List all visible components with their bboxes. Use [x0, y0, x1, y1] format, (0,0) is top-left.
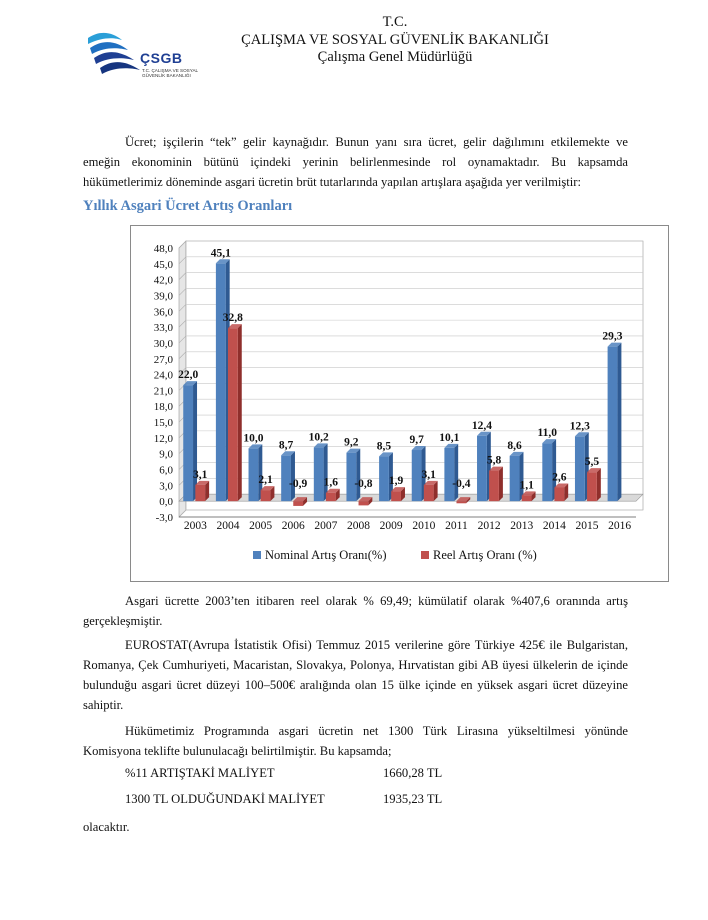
nominal-data-label: 12,4 — [471, 419, 492, 432]
x-tick-label: 2015 — [575, 520, 599, 532]
nominal-data-label: 29,3 — [602, 330, 623, 343]
legend-swatch-reel — [421, 551, 429, 559]
reel-bar-side — [499, 467, 503, 502]
nominal-bar-side — [519, 452, 523, 501]
reel-data-label: 2,6 — [552, 471, 567, 484]
nominal-data-label: 10,1 — [439, 431, 460, 444]
reel-data-label: 2,1 — [258, 474, 273, 487]
nominal-bar-side — [291, 451, 295, 501]
cost-value-11-percent: 1660,28 TL — [383, 766, 443, 780]
nominal-data-label: 8,5 — [376, 440, 392, 453]
nominal-bar-side — [193, 381, 197, 501]
reel-bar — [195, 485, 205, 501]
nominal-data-label: 12,3 — [569, 420, 590, 433]
chart-frame — [130, 225, 669, 582]
reel-data-label: -0,8 — [354, 478, 373, 491]
nominal-data-label: 8,7 — [278, 439, 294, 452]
y-tick-label: 12,0 — [153, 432, 173, 445]
nominal-bar — [575, 436, 585, 501]
nominal-bar — [444, 448, 454, 501]
nominal-data-label: 9,7 — [409, 434, 424, 447]
legend-label-reel: Reel Artış Oranı (%) — [433, 548, 537, 562]
reel-data-label: -0,9 — [289, 478, 308, 491]
nominal-bar — [183, 385, 193, 501]
x-tick-label: 2013 — [510, 520, 534, 532]
logo-mark: ÇSGB — [140, 50, 183, 66]
y-tick-label: 39,0 — [153, 290, 173, 303]
header-line-3: Çalışma Genel Müdürlüğü — [317, 49, 473, 65]
paragraph-government-program: Hükümetimiz Programında asgari ücretin net 1300 Türk Lirasına yükseltilmesi yönünde Komisyona teklifte bulunulacağı belirtilmiştir. Bu kapsamda; — [83, 724, 628, 758]
y-tick-label: 48,0 — [153, 243, 173, 255]
y-tick-label: 33,0 — [153, 322, 173, 335]
y-tick-label: 42,0 — [153, 274, 173, 287]
paragraph-cumulative-increase: Asgari ücrette 2003’ten itibaren reel olarak % 69,49; kümülatif olarak %407,6 oranında artış gerçekleşmiştir. — [83, 594, 628, 628]
paragraph-eurostat: EUROSTAT(Avrupa İstatistik Ofisi) Temmuz 2015 verilerine göre Türkiye 425€ ile Bulgaristan, Romanya, Çek Cumhuriyeti, Macaristan, Slovakya, Polonya, Hırvatistan gibi AB üyesi ülkelerin de içinde bulunduğu asgari ücret düzeyi 100–500€ aralığında olan 15 ülke içinde en yüksek asgari ücret düzeyine sahiptir. — [83, 638, 628, 712]
nominal-bar — [379, 456, 389, 501]
y-tick-label: -3,0 — [155, 512, 173, 524]
y-tick-label: 21,0 — [153, 385, 173, 398]
logo-subtitle: T.C. ÇALIŞMA VE SOSYAL GÜVENLİK BAKANLIĞI — [142, 68, 198, 79]
reel-bar-side — [597, 468, 601, 501]
reel-bar — [326, 493, 336, 501]
cost-label-1300-tl: 1300 TL OLDUĞUNDAKİ MALİYET — [125, 792, 325, 806]
y-tick-label: 24,0 — [153, 369, 173, 382]
reel-bar — [587, 472, 597, 501]
reel-data-label: 32,8 — [222, 312, 243, 325]
reel-bar — [261, 490, 271, 501]
nominal-data-label: 45,1 — [210, 247, 231, 260]
y-tick-label: 18,0 — [153, 401, 173, 414]
reel-data-label: 1,1 — [519, 479, 534, 492]
nominal-bar-side — [356, 449, 360, 502]
reel-bar — [522, 495, 532, 501]
nominal-data-label: 9,2 — [344, 436, 359, 449]
nominal-bar — [608, 347, 618, 502]
reel-data-label: -0,4 — [452, 478, 471, 491]
reel-data-label: 1,9 — [388, 475, 404, 488]
reel-bar — [456, 501, 466, 503]
y-tick-label: 15,0 — [153, 417, 173, 430]
reel-bar — [359, 501, 369, 505]
ministry-logo — [86, 28, 206, 90]
x-tick-label: 2007 — [314, 520, 338, 532]
x-tick-label: 2014 — [542, 520, 566, 532]
reel-bar — [489, 471, 499, 502]
nominal-bar — [314, 447, 324, 501]
reel-data-label: 3,1 — [421, 468, 436, 481]
reel-bar — [554, 487, 564, 501]
nominal-data-label: 11,0 — [537, 427, 557, 440]
header-line-1: T.C. — [382, 14, 408, 30]
reel-bar — [293, 501, 303, 506]
reel-data-label: 1,6 — [323, 476, 338, 489]
reel-bar — [228, 328, 238, 501]
x-tick-label: 2011 — [445, 520, 468, 532]
nominal-bar — [542, 443, 552, 501]
nominal-bar — [412, 450, 422, 501]
nominal-bar — [477, 436, 487, 501]
nominal-data-label: 10,0 — [243, 432, 264, 445]
nominal-bar — [249, 448, 259, 501]
x-tick-label: 2004 — [216, 520, 240, 532]
nominal-data-label: 22,0 — [178, 369, 199, 382]
intro-paragraph: Ücret; işçilerin “tek” gelir kaynağıdır. Bunun yanı sıra ücret, gelir dağılımını etkilemekte ve emeğin ekonominin bütünü içindeki yerinin belirlenmesinde rol oynamaktadır. Bu kapsamda hükümetlerimiz döneminde asgari ücretin brüt tutarlarında yapılan artışlara aşağıda yer verilmiştir: — [83, 135, 628, 189]
y-tick-label: 27,0 — [153, 353, 173, 366]
nominal-bar — [216, 263, 226, 501]
y-tick-label: 36,0 — [153, 306, 173, 319]
y-tick-label: 30,0 — [153, 337, 173, 350]
reel-data-label: 5,8 — [486, 454, 502, 467]
reel-data-label: 3,1 — [193, 468, 208, 481]
closing-text: olacaktır. — [83, 820, 130, 834]
header-line-2: ÇALIŞMA VE SOSYAL GÜVENLİK BAKANLIĞI — [241, 32, 549, 48]
y-tick-label: 45,0 — [153, 258, 173, 271]
x-tick-label: 2012 — [477, 520, 501, 532]
bar-chart — [131, 226, 668, 581]
y-tick-label: 0,0 — [159, 496, 173, 509]
nominal-bar-side — [617, 343, 621, 502]
cost-label-11-percent: %11 ARTIŞTAKİ MALİYET — [125, 766, 275, 780]
legend-swatch-nominal — [253, 551, 261, 559]
nominal-bar — [510, 456, 520, 501]
x-tick-label: 2008 — [347, 520, 371, 532]
y-tick-label: 6,0 — [159, 464, 173, 477]
x-tick-label: 2005 — [249, 520, 273, 532]
wave-stripes-icon — [86, 28, 142, 78]
reel-bar — [391, 491, 401, 501]
nominal-bar — [346, 453, 356, 502]
y-tick-label: 9,0 — [159, 448, 173, 461]
cost-value-1300-tl: 1935,23 TL — [383, 792, 443, 806]
nominal-data-label: 8,6 — [507, 439, 522, 452]
nominal-data-label: 10,2 — [308, 431, 329, 444]
x-tick-label: 2003 — [183, 520, 207, 532]
nominal-bar-side — [454, 444, 458, 501]
section-title: Yıllık Asgari Ücret Artış Oranları — [83, 198, 293, 214]
x-tick-label: 2010 — [412, 520, 436, 532]
x-tick-label: 2016 — [608, 520, 632, 532]
x-tick-label: 2006 — [281, 520, 305, 532]
reel-data-label: 5,5 — [584, 456, 600, 469]
legend-label-nominal: Nominal Artış Oranı(%) — [265, 548, 387, 562]
x-tick-label: 2009 — [379, 520, 403, 532]
y-tick-label: 3,0 — [159, 480, 173, 493]
reel-bar-side — [238, 324, 242, 501]
reel-bar — [424, 485, 434, 501]
